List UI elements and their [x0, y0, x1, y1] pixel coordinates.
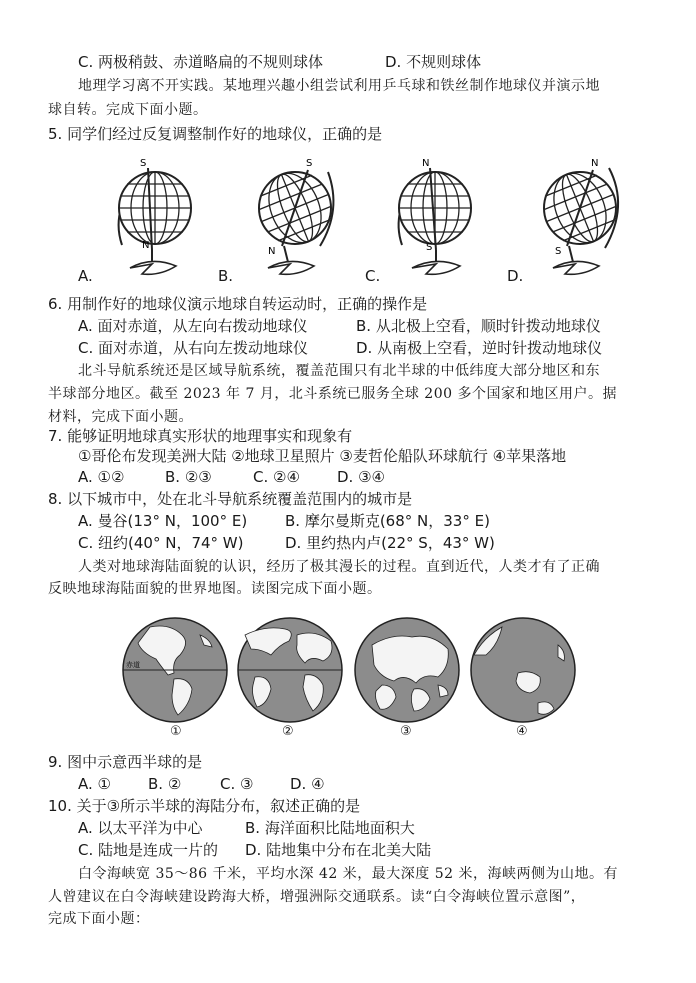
q7-option-d[interactable]: D. ③④: [337, 468, 385, 486]
globe-a-icon[interactable]: [100, 150, 210, 280]
svg-text:S: S: [140, 158, 147, 169]
q4-option-c[interactable]: C. 两极稍鼓、赤道略扁的不规则球体: [78, 53, 324, 71]
q5-option-d[interactable]: D.: [507, 267, 524, 285]
q5-option-b[interactable]: B.: [218, 267, 234, 285]
svg-text:S: S: [426, 242, 433, 253]
q4-option-d[interactable]: D. 不规则球体: [385, 53, 482, 71]
globe-d-icon[interactable]: [525, 150, 635, 280]
svg-text:N: N: [591, 158, 599, 169]
q6-option-c[interactable]: C. 面对赤道，从右向左拨动地球仪: [78, 339, 309, 357]
svg-text:N: N: [422, 158, 430, 169]
hemisphere-2-map: [235, 615, 345, 725]
q5-stem: 5. 同学们经过反复调整制作好的地球仪，正确的是: [48, 125, 383, 143]
intro-globe-line2: 球自转。完成下面小题。: [48, 102, 208, 118]
intro-bering-line2: 人曾建议在白令海峡建设跨海大桥，增强洲际交通联系。读“白令海峡位置示意图”，: [48, 889, 586, 905]
q10-option-a[interactable]: A. 以太平洋为中心: [78, 819, 203, 837]
q10-option-c[interactable]: C. 陆地是连成一片的: [78, 841, 219, 859]
hemisphere-1-map: [120, 615, 230, 725]
q7-stem: 7. 能够证明地球真实形状的地理事实和现象有: [48, 427, 353, 445]
q10-option-b[interactable]: B. 海洋面积比陆地面积大: [245, 819, 415, 837]
intro-bering-line3: 完成下面小题：: [48, 911, 150, 927]
q10-stem: 10. 关于③所示半球的海陆分布，叙述正确的是: [48, 797, 361, 815]
q7-option-c[interactable]: C. ②④: [253, 468, 300, 486]
q7-option-a[interactable]: A. ①②: [78, 468, 125, 486]
q7-items: ①哥伦布发现美洲大陆 ②地球卫星照片 ③麦哲伦船队环球航行 ④苹果落地: [78, 447, 567, 465]
intro-beidou-line2: 半球部分地区。截至 2023 年 7 月，北斗系统已服务全球 200 多个国家和地区用户。据: [48, 386, 617, 402]
intro-beidou-line1: 北斗导航系统还是区域导航系统，覆盖范围只有北半球的中低纬度大部分地区和东: [78, 363, 600, 379]
equator-label: 赤道: [126, 661, 140, 669]
hemisphere-4-map: [468, 615, 578, 725]
q6-stem: 6. 用制作好的地球仪演示地球自转运动时，正确的操作是: [48, 295, 428, 313]
q8-option-c[interactable]: C. 纽约(40° N，74° W): [78, 534, 244, 552]
hemisphere-2-label: ②: [282, 724, 294, 739]
q8-option-b[interactable]: B. 摩尔曼斯克(68° N，33° E): [285, 512, 490, 530]
q9-option-b[interactable]: B. ②: [148, 775, 182, 793]
q8-option-a[interactable]: A. 曼谷(13° N，100° E): [78, 512, 248, 530]
q8-stem: 8. 以下城市中，处在北斗导航系统覆盖范围内的城市是: [48, 490, 413, 508]
q10-option-d[interactable]: D. 陆地集中分布在北美大陆: [245, 841, 432, 859]
globe-b-icon[interactable]: [240, 150, 350, 280]
q6-option-a[interactable]: A. 面对赤道，从左向右拨动地球仪: [78, 317, 308, 335]
globe-c-icon[interactable]: [380, 150, 490, 280]
hemisphere-3-map: [352, 615, 462, 725]
svg-text:S: S: [555, 246, 562, 257]
q9-option-c[interactable]: C. ③: [220, 775, 254, 793]
intro-beidou-line3: 材料，完成下面小题。: [48, 409, 193, 425]
q7-option-b[interactable]: B. ②③: [165, 468, 212, 486]
intro-map-line1: 人类对地球海陆面貌的认识，经历了极其漫长的过程。直到近代，人类才有了正确: [78, 559, 600, 575]
svg-text:N: N: [142, 240, 150, 251]
q6-option-b[interactable]: B. 从北极上空看，顺时针拨动地球仪: [356, 317, 601, 335]
q9-stem: 9. 图中示意西半球的是: [48, 753, 203, 771]
svg-text:N: N: [268, 246, 276, 257]
q9-option-d[interactable]: D. ④: [290, 775, 325, 793]
hemisphere-4-label: ④: [516, 724, 528, 739]
svg-text:S: S: [306, 158, 313, 169]
q5-option-a[interactable]: A.: [78, 267, 93, 285]
hemisphere-1-label: ①: [170, 724, 182, 739]
intro-map-line2: 反映地球海陆面貌的世界地图。读图完成下面小题。: [48, 581, 382, 597]
q9-option-a[interactable]: A. ①: [78, 775, 111, 793]
intro-globe-line1: 地理学习离不开实践。某地理兴趣小组尝试利用乒乓球和铁丝制作地球仪并演示地: [78, 78, 600, 94]
q6-option-d[interactable]: D. 从南极上空看，逆时针拨动地球仪: [356, 339, 603, 357]
q8-option-d[interactable]: D. 里约热内卢(22° S，43° W): [285, 534, 495, 552]
hemisphere-3-label: ③: [400, 724, 412, 739]
q5-option-c[interactable]: C.: [365, 267, 381, 285]
intro-bering-line1: 白令海峡宽 35～86 千米，平均水深 42 米，最大深度 52 米，海峡两侧为山地。有: [78, 866, 618, 882]
